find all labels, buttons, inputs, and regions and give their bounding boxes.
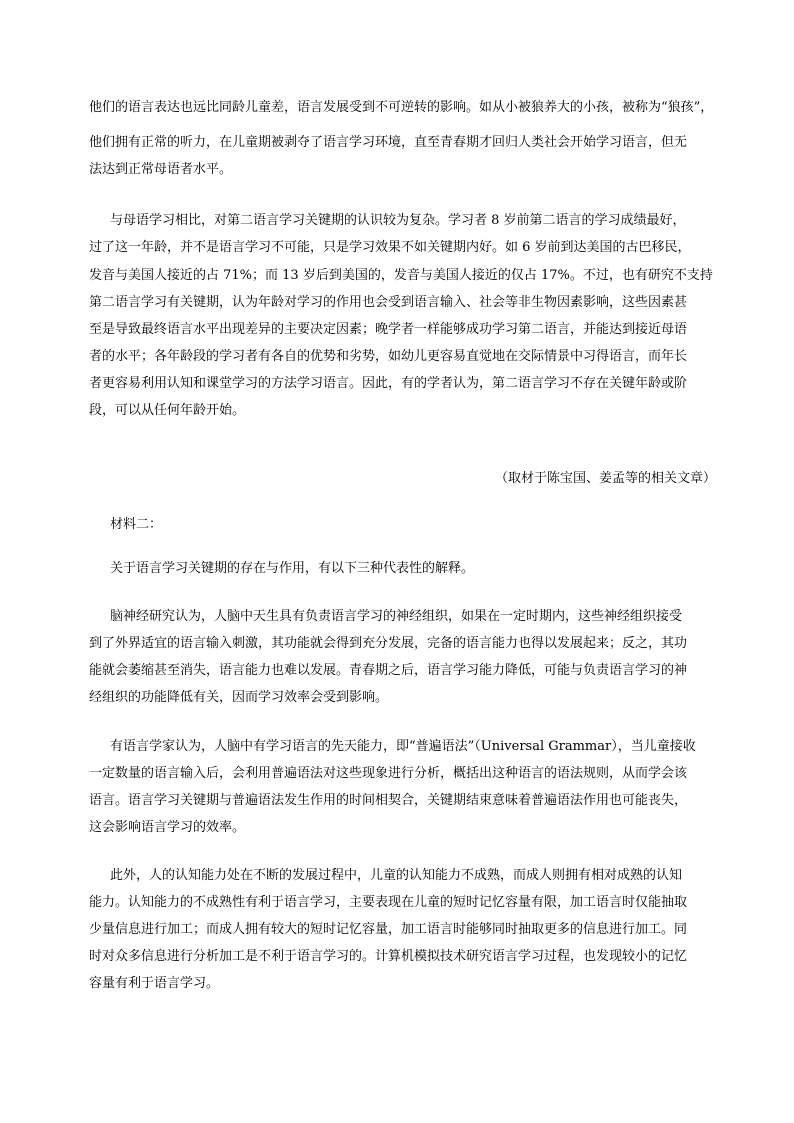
paragraph-line: 时对众多信息进行分析加工是不利于语言学习的。计算机模拟技术研究语言学习过程，也发现较小的记忆: [89, 949, 688, 964]
paragraph-line: 少量信息进行加工；而成人拥有较大的短时记忆容量，加工语言时能够同时抽取更多的信息进行加工。同: [89, 922, 688, 937]
paragraph-line: 经组织的功能降低有关，因而学习效率会受到影响。: [89, 690, 389, 705]
paragraph-line: 关于语言学习关键期的存在与作用，有以下三种代表性的解释。: [110, 561, 475, 576]
source-note: （取材于陈宝国、姜孟等的相关文章）: [494, 471, 716, 486]
paragraph-line: 者的水平；各年龄段的学习者有各自的优势和劣势，如幼儿更容易直觉地在交际情景中习得语言，而年长: [89, 349, 688, 364]
paragraph-line: 至是导致最终语言水平出现差异的主要决定因素；晚学者一样能够成功学习第二语言，并能达到接近母语: [89, 322, 688, 337]
paragraph-line: 他们拥有正常的听力，在儿童期被剥夺了语言学习环境，直至青春期才回归人类社会开始学习语言，但无: [89, 135, 688, 150]
document-body: [89, 0, 717, 1123]
paragraph-line: 语言。语言学习关键期与普遍语法发生作用的时间相契合，关键期结束意味着普遍语法作用也可能丧失，: [89, 793, 688, 808]
paragraph-line: 容量有利于语言学习。: [89, 976, 220, 991]
paragraph-line: 能就会萎缩甚至消失，语言能力也难以发展。青春期之后，语言学习能力降低，可能与负责语言学习的神: [89, 663, 688, 678]
paragraph-line: 过了这一年龄，并不是语言学习不可能，只是学习效果不如关键期内好。如 6 岁前到达美国的古巴移民，: [89, 240, 691, 255]
paragraph-line: 此外，人的认知能力处在不断的发展过程中，儿童的认知能力不成熟，而成人则拥有相对成熟的认知: [110, 868, 683, 883]
paragraph-line: 有语言学家认为，人脑中有学习语言的先天能力，即“普遍语法”（Universal Grammar），当儿童接收: [110, 739, 696, 754]
paragraph-line: 能力。认知能力的不成熟性有利于语言学习，主要表现在儿童的短时记忆容量有限，加工语言时仅能抽取: [89, 895, 688, 910]
paragraph-line: 与母语学习相比，对第二语言学习关键期的认识较为复杂。学习者 8 岁前第二语言的学习成绩最好，: [110, 213, 686, 228]
paragraph-line: 段，可以从任何年龄开始。: [89, 403, 246, 418]
paragraph-line: 第二语言学习有关键期，认为年龄对学习的作用也会受到语言输入、社会等非生物因素影响，这些因素甚: [89, 295, 688, 310]
paragraph-line: 脑神经研究认为，人脑中天生具有负责语言学习的神经组织，如果在一定时期内，这些神经组织接受: [110, 609, 683, 624]
section-heading: 材料二：: [110, 517, 163, 532]
paragraph-line: 他们的语言表达也远比同龄儿童差，语言发展受到不可逆转的影响。如从小被狼养大的小孩，被称为“狼孩”，: [89, 100, 714, 115]
paragraph-line: 到了外界适宜的语言输入刺激，其功能就会得到充分发展，完备的语言能力也得以发展起来；反之，其功: [89, 636, 688, 651]
paragraph-line: 这会影响语言学习的效率。: [89, 820, 246, 835]
paragraph-line: 一定数量的语言输入后，会利用普遍语法对这些现象进行分析，概括出这种语言的语法规则，从而学会该: [89, 766, 688, 781]
paragraph-line: 法达到正常母语者水平。: [89, 162, 233, 177]
paragraph-line: 者更容易利用认知和课堂学习的方法学习语言。因此，有的学者认为，第二语言学习不存在关键年龄或阶: [89, 376, 688, 391]
paragraph-line: 发音与美国人接近的占 71%；而 13 岁后到美国的，发音与美国人接近的仅占 17%。不过，也有研究不支持: [89, 268, 713, 283]
